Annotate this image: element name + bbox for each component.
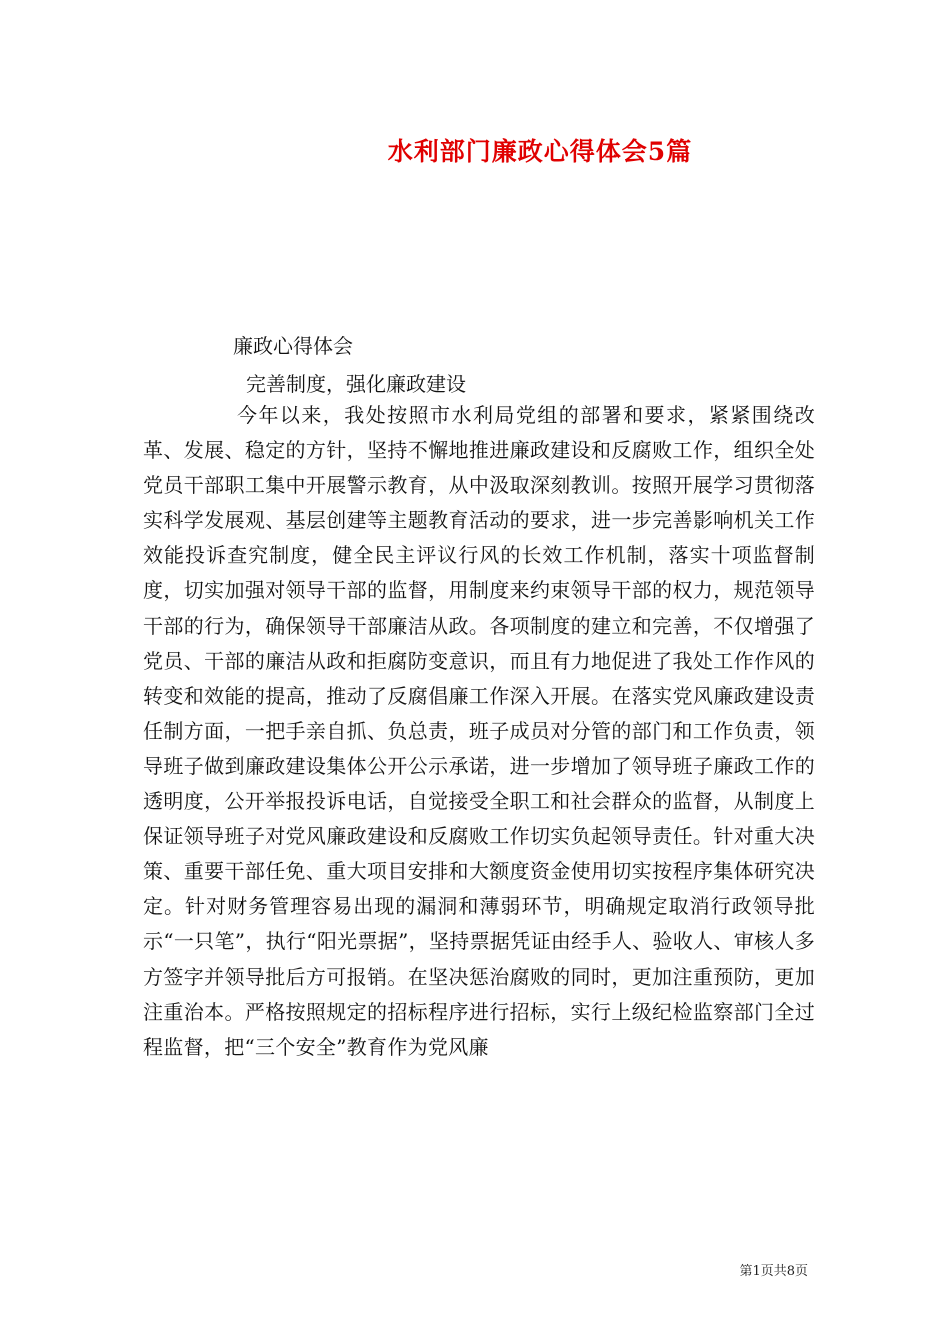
body-paragraph: 今年以来，我处按照市水利局党组的部署和要求，紧紧围绕改革、发展、稳定的方针，坚持不懈地推进廉政建设和反腐败工作，组织全处党员干部职工集中开展警示教育，从中汲取深刻教训。按照开展学习贯彻落实科学发展观、基层创建等主题教育活动的要求，进一步完善影响机关工作效能投诉查究制度，健全民主评议行风的长效工作机制，落实十项监督制度，切实加强对领导干部的监督，用制度来约束领导干部的权力，规范领导干部的行为，确保领导干部廉洁从政。各项制度的建立和完善，不仅增强了党员、干部的廉洁从政和拒腐防变意识，而且有力地促进了我处工作作风的转变和效能的提高，推动了反腐倡廉工作深入开展。在落实党风廉政建设责任制方面，一把手亲自抓、负总责，班子成员对分管的部门和工作负责，领导班子做到廉政建设集体公开公示承诺，进一步增加了领导班子廉政工作的透明度，公开举报投诉电话，自觉接受全职工和社会群众的监督，从制度上保证领导班子对党风廉政建设和反腐败工作切实负起领导责任。针对重大决策、重要干部任免、重大项目安排和大额度资金使用切实按程序集体研究决定。针对财务管理容易出现的漏洞和薄弱环节，明确规定取消行政领导批示“一只笔”，执行“阳光票据”，坚持票据凭证由经手人、验收人、审核人多方签字并领导批后方可报销。在坚决惩治腐败的同时，更加注重预防，更加注重治本。严格按照规定的招标程序进行招标，实行上级纪检监察部门全过程监督，把“三个安全”教育作为党风廉 [143,403,815,1059]
document-title: 水利部门廉政心得体会5篇 [387,137,693,166]
subheading: 完善制度，强化廉政建设 [246,372,466,396]
section-label: 廉政心得体会 [233,334,353,358]
page-footer: 第1页共8页 [739,1264,808,1279]
